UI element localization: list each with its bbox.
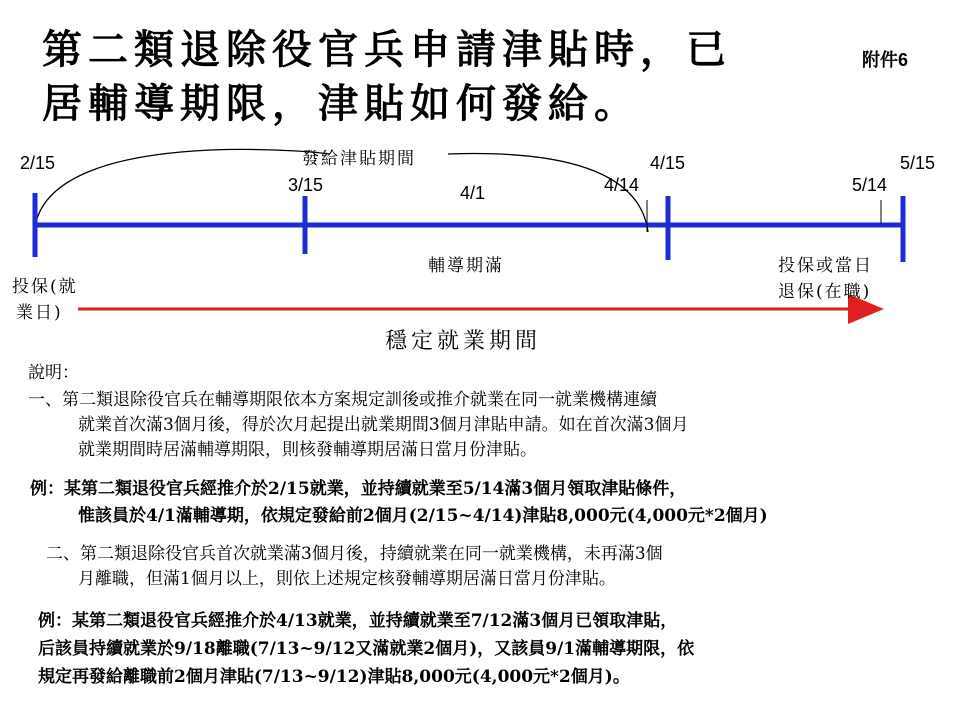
example1-line-1: 例：某第二類退役官兵經推介於2/15就業，並持續就業至5/14滿3個月領取津貼條件， — [30, 479, 687, 499]
date-label-0514: 5/14 — [852, 175, 888, 195]
start-label-line-2: 業日) — [16, 303, 63, 323]
date-label-0515: 5/15 — [900, 153, 936, 173]
item1-line-1: 一、第二類退除役官兵在輔導期限依本方案規定訓後或推介就業在同一就業機構連續 — [28, 390, 657, 410]
example2-line-3: 規定再發給離職前2個月津貼(7/13~9/12)津貼8,000元(4,000元*2個月)。 — [38, 667, 630, 687]
date-label-0315: 3/15 — [288, 175, 324, 195]
date-label-0414: 4/14 — [604, 175, 640, 195]
arc-label: 發給津貼期間 — [302, 149, 416, 169]
date-label-0401: 4/1 — [460, 183, 486, 203]
item2-line-2: 月離職，但滿1個月以上，則依上述規定核發輔導期居滿日當月份津貼。 — [78, 569, 616, 589]
date-label-0415: 4/15 — [650, 153, 686, 173]
stable-employment-label: 穩定就業期間 — [385, 329, 542, 354]
page-title-line-1: 第二類退除役官兵申請津貼時，已 — [42, 27, 732, 73]
example2-line-2: 后該員持續就業於9/18離職(7/13~9/12又滿就業2個月)，又該員9/1滿輔導期限，依 — [38, 639, 695, 659]
page-title-line-2: 居輔導期限，津貼如何發給。 — [42, 81, 640, 127]
item2-line-1: 二、第二類退除役官兵首次就業滿3個月後，持續就業在同一就業機構，未再滿3個 — [46, 544, 663, 564]
explanation-heading: 說明： — [28, 363, 79, 383]
start-label-line-1: 投保(就 — [12, 277, 78, 297]
end-label-line-1: 投保或當日 — [778, 256, 873, 276]
example2-line-1: 例：某第二類退役官兵經推介於4/13就業，並持續就業至7/12滿3個月已領取津貼， — [38, 611, 678, 631]
guidance-end-label: 輔導期滿 — [428, 256, 504, 276]
item1-line-2: 就業首次滿3個月後，得於次月起提出就業期間3個月津貼申請。如在首次滿3個月 — [78, 415, 689, 435]
attachment-label: 附件6 — [862, 50, 909, 70]
date-label-0215: 2/15 — [20, 153, 56, 173]
item1-line-3: 就業期間時居滿輔導期限，則核發輔導期居滿日當月份津貼。 — [78, 440, 537, 460]
end-label-line-2: 退保(在職) — [778, 282, 872, 302]
example1-line-2: 惟該員於4/1滿輔導期，依規定發給前2個月(2/15~4/14)津貼8,000元(4,000元*2個月) — [78, 506, 768, 526]
